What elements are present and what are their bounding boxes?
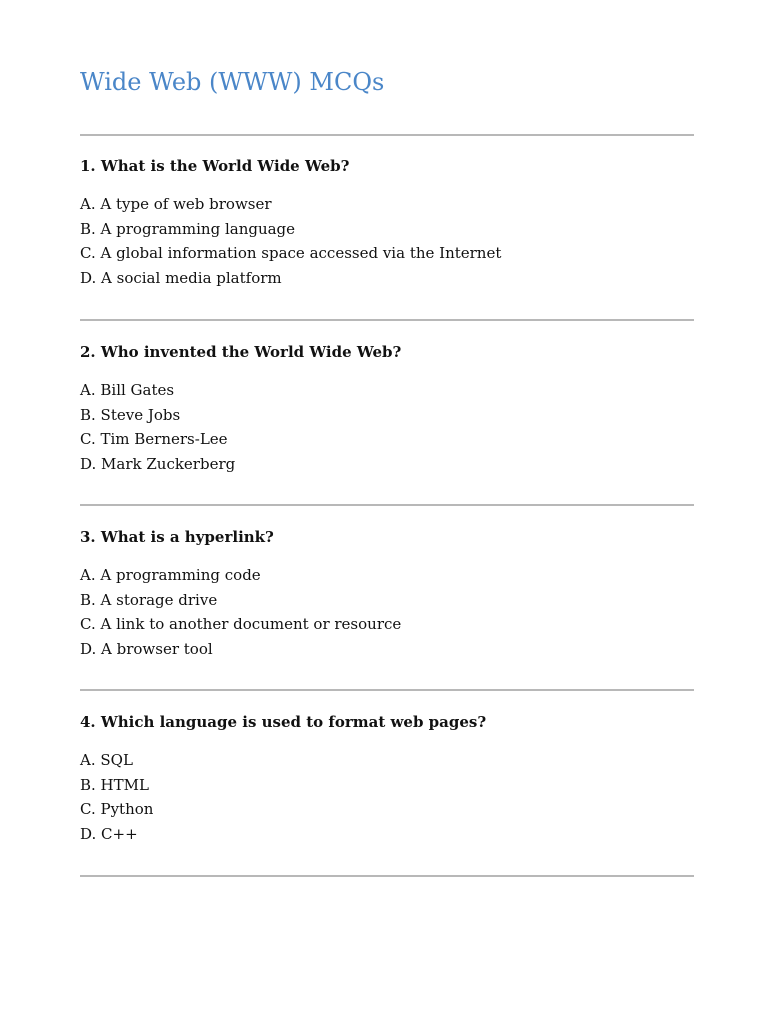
question-text: 3. What is a hyperlink? [80,528,274,546]
option-b: B. A programming language [80,219,296,238]
divider [80,504,694,506]
question-text: 2. Who invented the World Wide Web? [80,343,402,361]
page-title: Wide Web (WWW) MCQs [80,68,385,96]
divider [80,134,694,136]
option-list [80,192,694,290]
question-4 [80,712,694,846]
option-b: B. Steve Jobs [80,405,181,424]
option-d: D. A browser tool [80,639,213,658]
option-b: B. HTML [80,775,149,794]
option-d: D. A social media platform [80,268,282,287]
question-1 [80,156,694,290]
question-3 [80,527,694,661]
option-list [80,563,694,661]
option-d: D. C++ [80,824,138,843]
question-text: 4. Which language is used to format web pages? [80,713,487,731]
option-c: C. A link to another document or resource [80,615,402,633]
option-a: A. Bill Gates [80,381,175,399]
option-list [80,748,694,846]
option-b: B. A storage drive [80,590,218,609]
option-list [80,378,694,476]
question-2 [80,342,694,476]
divider [80,689,694,691]
divider [80,319,694,321]
option-a: A. A type of web browser [80,195,272,213]
option-c: C. Python [80,800,154,818]
option-c: C. A global information space accessed via the Internet [80,244,502,262]
divider [80,875,694,877]
question-text: 1. What is the World Wide Web? [80,157,350,175]
option-c: C. Tim Berners-Lee [80,430,228,448]
option-a: A. A programming code [80,566,261,584]
option-a: A. SQL [80,751,133,769]
option-d: D. Mark Zuckerberg [80,454,236,473]
